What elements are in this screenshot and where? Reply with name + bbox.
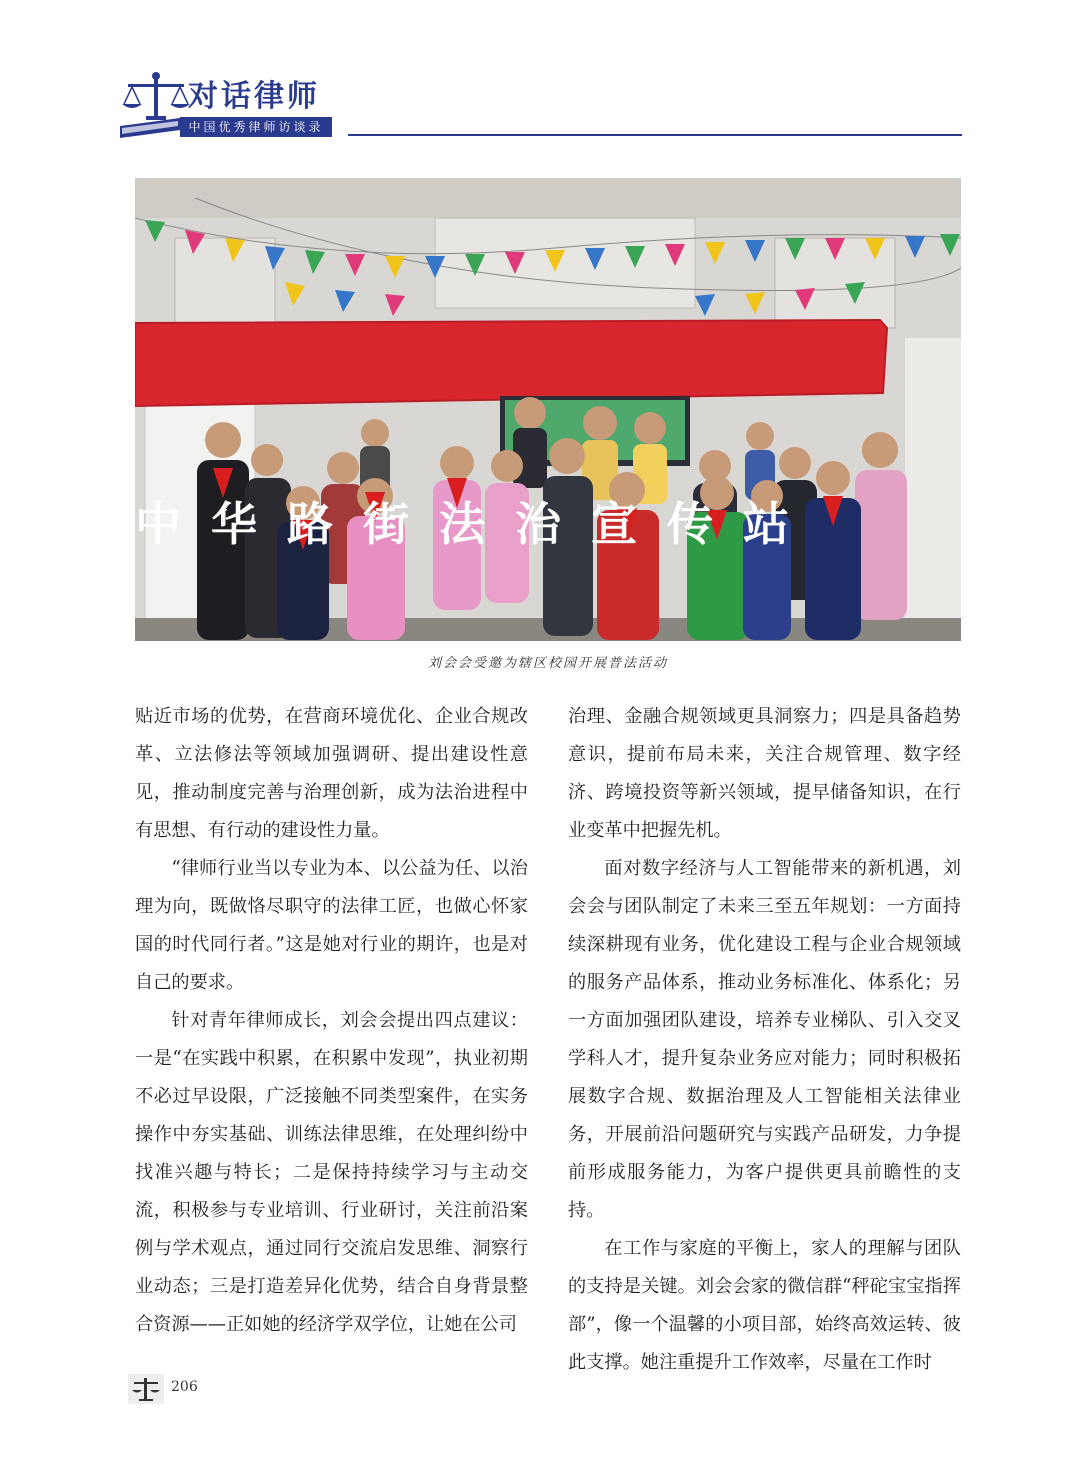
photo-caption: 刘会会受邀为辖区校园开展普法活动 <box>427 656 668 671</box>
paragraph: 面对数字经济与人工智能带来的新机遇，刘会会与团队制定了未来三至五年规划：一方面持续深耕现有业务，优化建设工程与企业合规领域的服务产品体系，推动业务标准化、体系化；另一方面加强团队建设，培养专业梯队、引入交叉学科人才，提升复杂业务应对能力；同时积极拓展数字合规、数据治理及人工智能相关法律业务，开展前沿问题研究与实践产品研发，力争提前形成服务能力，为客户提供更具前瞻性的支持。 <box>568 858 961 1221</box>
brand-subtitle: 中国优秀律师访谈录 <box>180 117 332 137</box>
photo-illustration <box>135 178 961 641</box>
paragraph: 贴近市场的优势，在营商环境优化、企业合规改革、立法修法等领域加强调研、提出建设性意见，推动制度完善与治理创新，成为法治进程中有思想、有行动的建设性力量。 <box>135 706 528 841</box>
right-column <box>568 698 961 1382</box>
header-rule <box>348 134 962 136</box>
paragraph: 在工作与家庭的平衡上，家人的理解与团队的支持是关键。刘会会家的微信群“秤砣宝宝指挥部”，像一个温馨的小项目部，始终高效运转、彼此支撑。她注重提升工作效率，尽量在工作时 <box>568 1238 961 1373</box>
scales-of-justice-icon <box>128 1374 164 1404</box>
left-column <box>135 698 528 1344</box>
banner-text: 中华路街法治宣传站 <box>135 497 819 551</box>
paragraph: “律师行业当以专业为本、以公益为任、以治理为向，既做恪尽职守的法律工匠，也做心怀家国的时代同行者。”这是她对行业的期许，也是对自己的要求。 <box>135 858 528 993</box>
paragraph: 针对青年律师成长，刘会会提出四点建议：一是“在实践中积累，在积累中发现”，执业初期不必过早设限，广泛接触不同类型案件，在实务操作中夯实基础、训练法律思维，在处理纠纷中找准兴趣与特长；二是保持持续学习与主动交流，积极参与专业培训、行业研讨，关注前沿案例与学术观点，通过同行交流启发思维、洞察行业动态；三是打造差异化优势，结合自身背景整合资源——正如她的经济学双学位，让她在公司 <box>135 1010 528 1335</box>
paragraph: 治理、金融合规领域更具洞察力；四是具备趋势意识，提前布局未来，关注合规管理、数字经济、跨境投资等新兴领域，提早储备知识，在行业变革中把握先机。 <box>568 706 961 841</box>
page-number: 206 <box>171 1379 198 1395</box>
event-photo <box>135 178 961 641</box>
brand-title: 对话律师 <box>188 79 320 114</box>
